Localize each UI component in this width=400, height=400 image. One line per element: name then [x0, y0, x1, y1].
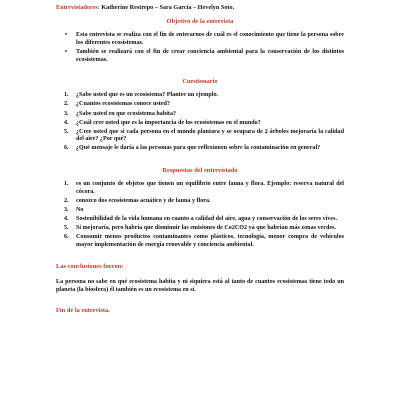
question-number: 5.: [64, 128, 69, 135]
answer-text: No: [76, 206, 84, 213]
answer-item: [56, 234, 344, 249]
answer-text: Consumir menos productos contaminantes como plásticos, tecnología, menor compra de vehículos mayor implementación de energía renovable y conciencia ambiental.: [76, 234, 344, 248]
question-text: ¿Sabe usted que es un ecosistema? Plantee un ejemplo.: [76, 92, 219, 99]
answers-list: [56, 181, 344, 249]
questionnaire-title: Cuestionario: [182, 78, 218, 86]
question-number: 6.: [64, 145, 69, 152]
answer-item: [56, 216, 344, 224]
objective-item: • Esta entrevista se realiza con el fin de enterarnos de cuál es el conocimiento que tiene la persona sobre los diferentes ecosistemas.: [56, 32, 344, 47]
answer-number: 4.: [64, 215, 69, 222]
question-number: 3.: [64, 110, 69, 117]
question-text: ¿Qué mensaje le daría a las personas para que reflexionen sobre la contaminación en general?: [76, 145, 321, 152]
question-item: [56, 129, 344, 144]
interviewers-label: Entrevistadores:: [56, 4, 100, 11]
question-item: [56, 101, 344, 109]
answer-item: [56, 225, 344, 233]
questionnaire-list: [56, 92, 344, 153]
answer-text: conozco dos ecosistemas acuático y de fauna y flora.: [76, 197, 211, 204]
question-text: ¿Cuantos ecosistemas conoce usted?: [76, 101, 170, 108]
end-title: Fin de la entrevista.: [56, 306, 110, 314]
question-number: 1.: [64, 92, 69, 99]
answer-text: Sostenibilidad de la vida humana en cuanto a calidad del aire, agua y conservación de los seres vives.: [76, 215, 337, 222]
question-number: 2.: [64, 101, 69, 108]
question-item: [56, 120, 344, 128]
answers-title: Respuestas del entrevistado: [162, 167, 238, 175]
question-item: [56, 111, 344, 119]
answer-number: 5.: [64, 225, 69, 231]
answer-text: Si mejoraría, pero habría que disminuir las emisiones de Co2CO2 ya que habrían más zonas verdes.: [76, 225, 336, 231]
question-text: ¿Cuál cree usted que es la importancia de los ecosistemas en el mundo?: [76, 119, 261, 126]
answer-item: [56, 181, 344, 196]
answer-number: 2.: [64, 197, 69, 204]
answer-item: [56, 207, 344, 215]
conclusions-title: Las conclusiones fueron:: [56, 263, 124, 271]
answer-number: 3.: [64, 206, 69, 213]
interviewers-line: [56, 4, 344, 12]
answer-text: es un conjunto de objetos que tienen un equilibrio entre fauna y flora. Ejemplo: reserva natural del cócora.: [76, 181, 344, 195]
question-text: ¿Cree usted que si cada persona en el mundo plantara y se ocupara de 2 árboles mejoraría la calidad del aire? ¿Por qué?: [76, 128, 344, 143]
conclusions-text: La persona no sabe en qué ecosistema habita y ni siquiera está al tanto de cuantos ecosistemas tiene todo un planeta (la biosfera) él también es un ecosistema en sí.: [56, 279, 344, 294]
answer-number: 1.: [64, 181, 69, 188]
question-number: 4.: [64, 119, 69, 126]
answer-number: 6.: [64, 234, 69, 241]
answer-item: [56, 198, 344, 206]
question-text: ¿Sabe usted en que ecosistema habita?: [76, 110, 177, 117]
question-item: [56, 145, 344, 153]
objective-item: • También se realizará con el fin de crear conciencia ambiental para la conservación de los distintos ecosistemas.: [56, 49, 344, 64]
objective-title: Objetivo de la entrevista: [166, 18, 234, 25]
question-item: [56, 92, 344, 100]
objective-list: [56, 32, 344, 64]
interviewers-names: Katherine Restrepo – Sara García – Hevelyn Soto.: [99, 4, 235, 11]
